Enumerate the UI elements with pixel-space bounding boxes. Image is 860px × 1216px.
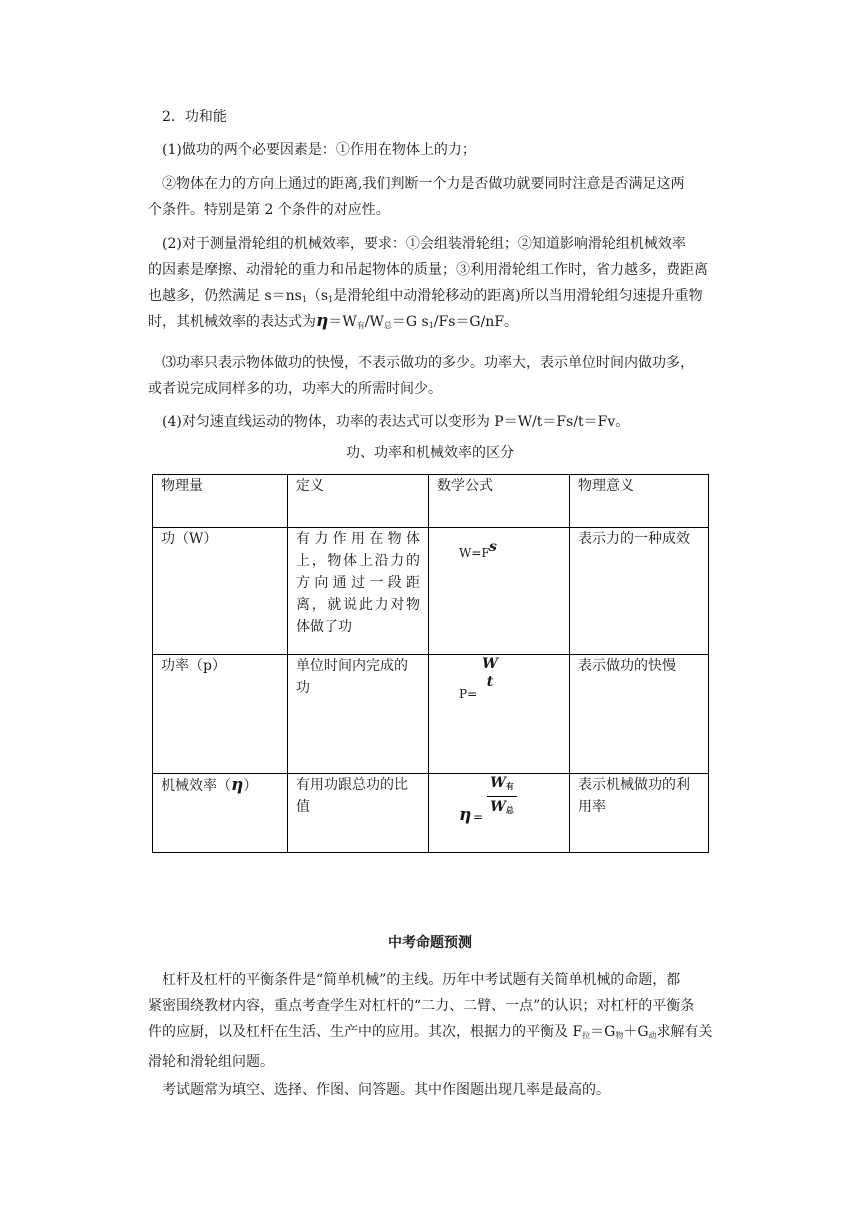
- header-cell: 定义: [288, 475, 429, 528]
- formula-cell: η = $W_有$ $W_总$: [429, 774, 570, 853]
- table-row: [153, 655, 709, 774]
- power-fraction: W t: [482, 656, 498, 690]
- forecast-paragraph-cont: 紧密围绕教材内容，重点考查学生对杠杆的“二力、二臂、一点”的认识；对杠杆的平衡条 件的应厨，以及杠杆在生活、生产中的应用。其次，根据力的平衡及 $F_拉=G_物+G_动$求解有关 滑轮和滑轮组问题。: [148, 998, 713, 1070]
- paragraph-power: ⑶功率只表示物体做功的快慢，不表示做功的多少。功率大，表示单位时间内做功多，: [162, 355, 694, 371]
- efficiency-expression-line: 时，其机械效率的表达式为$\eta=W_有/W_总=G$ $s_1/Fs=G/nF$。: [148, 311, 519, 331]
- meaning-cell: 表示做功的快慢: [570, 655, 709, 774]
- eta-symbol: η: [231, 775, 244, 795]
- table-row: [153, 774, 709, 853]
- paragraph-work-factors: (1)做功的两个必要因素是：①作用在物体上的力；: [162, 142, 476, 158]
- table-header-row: [153, 475, 709, 528]
- forecast-question-types: 考试题常为填空、选择、作图、问答题。其中作图题出现几率是最高的。: [162, 1082, 610, 1098]
- paragraph-power-cont: 或者说完成同样多的功，功率大的所需时间少。: [148, 381, 442, 397]
- paragraph-pulley-efficiency-cont: 的因素是摩擦、动滑轮的重力和吊起物体的质量；③利用滑轮组工作时，省力越多，费距离 也越多，仍然满足 $s=ns_1(s_1$是滑轮组中动滑轮移动的距离)所以当用滑轮组匀速提升重物: [148, 262, 708, 304]
- eta-symbol: η: [316, 311, 329, 331]
- quantity-cell: 功（W）: [153, 528, 288, 655]
- definition-cell: 有力作用在物体上，物体上沿力的方向通过一段距离，就说此力对物体做了功: [288, 528, 429, 655]
- formula-cell: P= W t: [429, 655, 570, 774]
- definition-cell: 有用功跟总功的比值: [288, 774, 429, 853]
- forecast-paragraph: 杠杆及杠杆的平衡条件是“简单机械”的主线。历年中考试题有关简单机械的命题，都: [162, 972, 681, 988]
- forecast-heading: 中考命题预测: [388, 935, 472, 951]
- paragraph-uniform-motion: (4)对匀速直线运动的物体，功率的表达式可以变形为 P＝W/t＝Fs/t＝Fv。: [162, 414, 630, 430]
- formula-cell: W=F s: [429, 528, 570, 655]
- efficiency-fraction: $W_有$ $W_总$: [487, 774, 517, 819]
- paragraph-distance-condition-cont: 个条件。特别是第 2 个条件的对应性。: [148, 202, 390, 218]
- header-cell: 物理意义: [570, 475, 709, 528]
- meaning-cell: 表示力的一种成效: [570, 528, 709, 655]
- paragraph-distance-condition: ②物体在力的方向上通过的距离,我们判断一个力是否做功就要同时注意是否满足这两: [162, 176, 685, 192]
- section-title: 2．功和能: [162, 109, 227, 125]
- comparison-table: [152, 474, 709, 853]
- table-caption: 功、功率和机械效率的区分: [346, 445, 514, 461]
- meaning-cell: 表示机械做功的利用率: [570, 774, 709, 853]
- paragraph-pulley-efficiency: (2)对于测量滑轮组的机械效率，要求：①会组装滑轮组；②知道影响滑轮组机械效率: [162, 236, 686, 252]
- definition-cell: 单位时间内完成的功: [288, 655, 429, 774]
- quantity-cell: 机械效率（η）: [153, 774, 288, 853]
- header-cell: 物理量: [153, 475, 288, 528]
- quantity-cell: 功率（p）: [153, 655, 288, 774]
- header-cell: 数学公式: [429, 475, 570, 528]
- table-row: [153, 528, 709, 655]
